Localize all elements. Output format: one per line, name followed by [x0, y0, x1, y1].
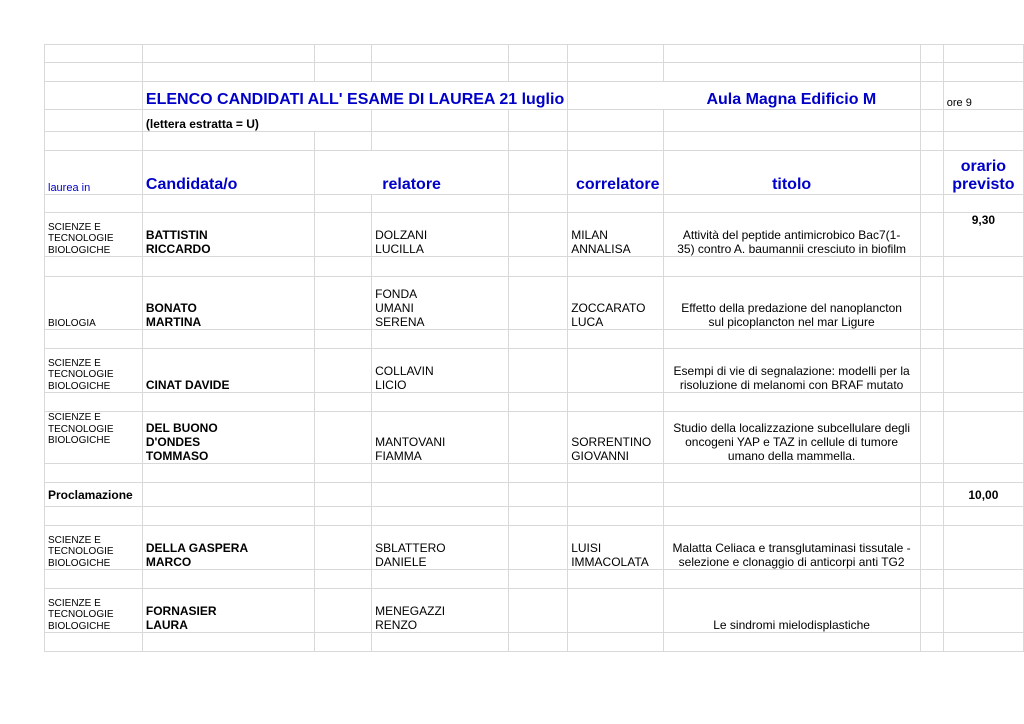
- proclamation-label: Proclamazione: [45, 483, 143, 507]
- thesis-cell: Effetto della predazione del nanoplancton sul picoplancton nel mar Ligure: [663, 277, 920, 330]
- proclamation-row: [45, 483, 1024, 507]
- co-supervisor-cell: [568, 349, 663, 393]
- table-row: [45, 349, 1024, 393]
- co-supervisor-cell: SORRENTINO GIOVANNI: [568, 412, 663, 464]
- time-cell: [943, 277, 1023, 330]
- time-cell: [943, 412, 1023, 464]
- supervisor-cell: SBLATTERO DANIELE: [372, 526, 509, 570]
- table-row: [45, 213, 1024, 257]
- header-row: [45, 151, 1024, 195]
- header-co-supervisor: correlatore: [568, 151, 663, 195]
- degree-cell: SCIENZE E TECNOLOGIE BIOLOGICHE: [45, 349, 143, 393]
- co-supervisor-cell: ZOCCARATO LUCA: [568, 277, 663, 330]
- degree-cell: SCIENZE E TECNOLOGIE BIOLOGICHE: [45, 412, 143, 464]
- page-title: ELENCO CANDIDATI ALL' ESAME DI LAUREA 21 luglio: [142, 82, 567, 110]
- co-supervisor-cell: [568, 589, 663, 633]
- degree-cell: BIOLOGIA: [45, 277, 143, 330]
- co-supervisor-cell: MILAN ANNALISA: [568, 213, 663, 257]
- venue-label: Aula Magna Edificio M: [663, 82, 920, 110]
- supervisor-cell: MANTOVANI FIAMMA: [372, 412, 509, 464]
- candidates-table: [44, 44, 1024, 652]
- degree-cell: SCIENZE E TECNOLOGIE BIOLOGICHE: [45, 213, 143, 257]
- header-supervisor: relatore: [314, 151, 509, 195]
- time-cell: 9,30: [943, 213, 1023, 257]
- table-row: [45, 277, 1024, 330]
- supervisor-cell: COLLAVIN LICIO: [372, 349, 509, 393]
- table-row: [45, 589, 1024, 633]
- title-row: [45, 82, 1024, 110]
- supervisor-cell: MENEGAZZI RENZO: [372, 589, 509, 633]
- header-degree: laurea in: [45, 151, 143, 195]
- spreadsheet: [44, 44, 1024, 652]
- degree-cell: SCIENZE E TECNOLOGIE BIOLOGICHE: [45, 526, 143, 570]
- table-row: [45, 526, 1024, 570]
- thesis-cell: Le sindromi mielodisplastiche: [663, 589, 920, 633]
- candidate-cell: DELLA GASPERA MARCO: [142, 526, 314, 570]
- candidate-cell: CINAT DAVIDE: [142, 349, 314, 393]
- candidate-cell: BATTISTIN RICCARDO: [142, 213, 314, 257]
- candidate-cell: BONATO MARTINA: [142, 277, 314, 330]
- time-cell: [943, 589, 1023, 633]
- header-time: orario previsto: [943, 151, 1023, 195]
- degree-cell: SCIENZE E TECNOLOGIE BIOLOGICHE: [45, 589, 143, 633]
- thesis-cell: Malatta Celiaca e transglutaminasi tissutale - selezione e clonaggio di anticorpi anti TG2: [663, 526, 920, 570]
- drawn-letter-note: (lettera estratta = U): [142, 110, 371, 132]
- table-row: [45, 412, 1024, 464]
- co-supervisor-cell: LUISI IMMACOLATA: [568, 526, 663, 570]
- start-time-label: ore 9: [943, 82, 1023, 110]
- supervisor-cell: FONDA UMANI SERENA: [372, 277, 509, 330]
- candidate-cell: DEL BUONO D'ONDES TOMMASO: [142, 412, 314, 464]
- proclamation-time: 10,00: [943, 483, 1023, 507]
- time-cell: [943, 526, 1023, 570]
- supervisor-cell: DOLZANI LUCILLA: [372, 213, 509, 257]
- header-thesis: titolo: [663, 151, 920, 195]
- thesis-cell: Studio della localizzazione subcellulare degli oncogeni YAP e TAZ in cellule di tumore umano della mammella.: [663, 412, 920, 464]
- thesis-cell: Attività del peptide antimicrobico Bac7(1- 35) contro A. baumannii cresciuto in biofilm: [663, 213, 920, 257]
- thesis-cell: Esempi di vie di segnalazione: modelli per la risoluzione di melanomi con BRAF mutato: [663, 349, 920, 393]
- time-cell: [943, 349, 1023, 393]
- header-candidate: Candidata/o: [142, 151, 314, 195]
- candidate-cell: FORNASIER LAURA: [142, 589, 314, 633]
